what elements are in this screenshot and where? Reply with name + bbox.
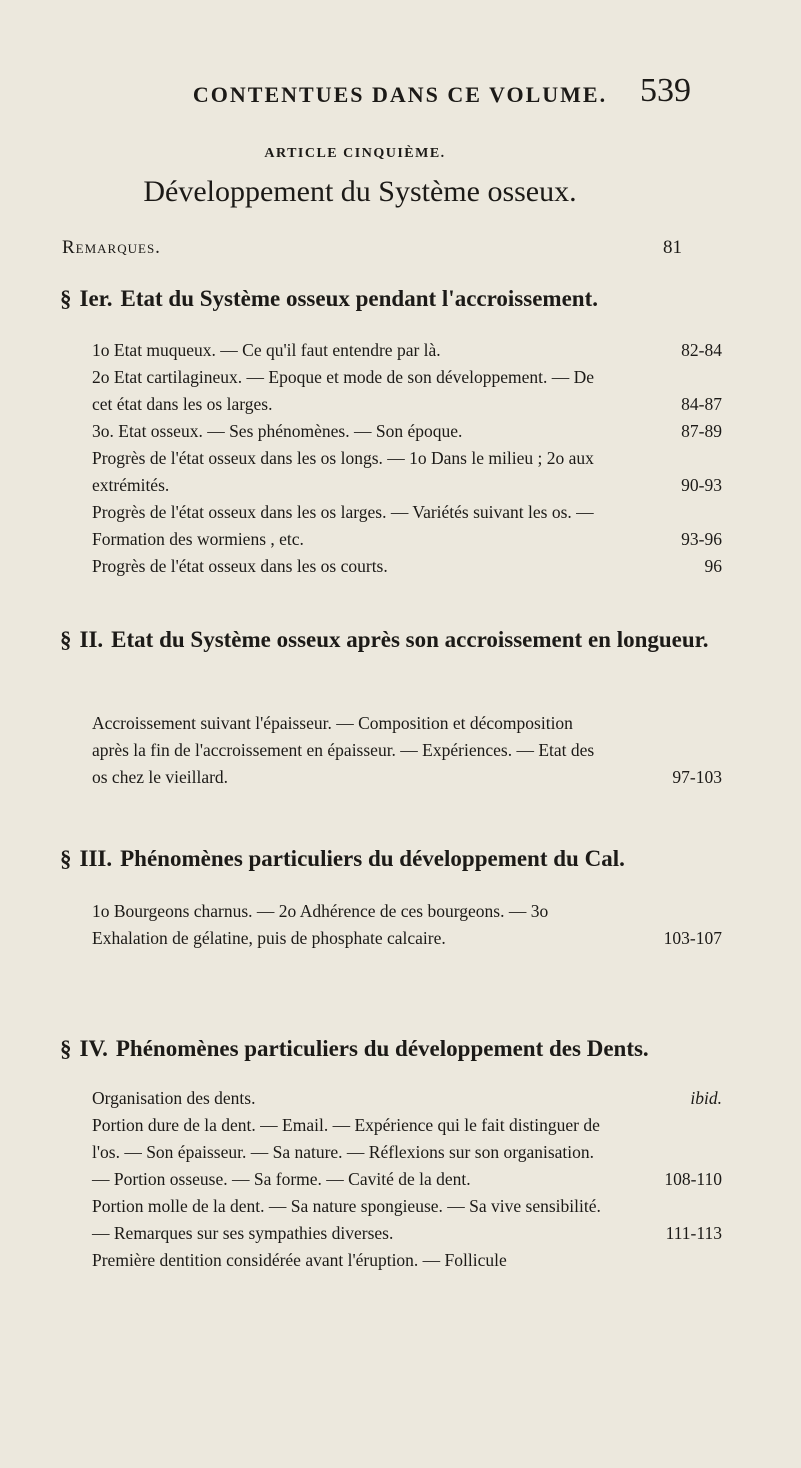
section-mark: §: [60, 286, 72, 311]
section-3-heading: [60, 842, 720, 876]
section-3-entries: [92, 898, 722, 952]
section-4-heading: [60, 1032, 720, 1066]
section-1-entries: [92, 337, 722, 580]
remarks-page: 81: [663, 237, 682, 258]
entry-page: 84-87: [681, 394, 722, 414]
entry-text: Première dentition considérée avant l'éruption. — Follicule: [92, 1250, 507, 1270]
entry-page: ibid.: [690, 1088, 722, 1108]
section-title: Phénomènes particuliers du développement des Dents.: [115, 1036, 649, 1061]
section-title: Phénomènes particuliers du développement du Cal.: [120, 846, 625, 871]
section-2-entries: [92, 710, 722, 791]
section-mark: §: [60, 1036, 72, 1061]
entry-text: Organisation des dents.: [92, 1088, 256, 1108]
entry-text: Progrès de l'état osseux dans les os courts.: [92, 556, 388, 576]
toc-entry: [92, 1193, 722, 1247]
entry-text: 1o Etat muqueux. — Ce qu'il faut entendre par là.: [92, 340, 441, 360]
article-title: ARTICLE CINQUIÈME.: [264, 146, 446, 161]
section-1-heading: [60, 282, 720, 316]
entry-page: 82-84: [681, 340, 722, 360]
toc-entry: [92, 898, 722, 952]
entry-page: 87-89: [681, 421, 722, 441]
entry-text: Progrès de l'état osseux dans les os longs. — 1o Dans le milieu ; 2o aux extrémités.: [92, 448, 594, 495]
chapter-title: Développement du Système osseux.: [143, 175, 577, 208]
section-title: Etat du Système osseux pendant l'accroissement.: [120, 286, 598, 311]
toc-entry: [92, 445, 722, 499]
section-number: Ier.: [79, 286, 113, 311]
section-2-heading: [60, 623, 720, 657]
toc-entry: [92, 499, 722, 553]
section-number: II.: [79, 627, 104, 652]
entry-page: 93-96: [681, 529, 722, 549]
toc-entry: [92, 337, 722, 364]
entry-text: 3o. Etat osseux. — Ses phénomènes. — Son époque.: [92, 421, 463, 441]
toc-entry: [92, 710, 722, 791]
running-head: CONTENTUES DANS CE VOLUME.: [192, 82, 608, 107]
toc-entry: [92, 1112, 722, 1193]
section-4-entries: [92, 1085, 722, 1274]
entry-page: 96: [704, 556, 722, 576]
remarks-entry: [62, 237, 682, 267]
toc-entry: [92, 418, 722, 445]
remarks-label: Remarques.: [62, 237, 161, 258]
entry-text: Portion dure de la dent. — Email. — Expérience qui le fait distinguer de l'os. — Son épaisseur. — Sa nature. — Réflexions sur son organisation. — Portion osseuse. — Sa forme. — Cavité de la dent.: [92, 1115, 600, 1189]
entry-text: Progrès de l'état osseux dans les os larges. — Variétés suivant les os. — Formation des wormiens , etc.: [92, 502, 594, 549]
entry-page: 111-113: [665, 1223, 722, 1243]
toc-entry: [92, 1247, 722, 1274]
entry-text: Portion molle de la dent. — Sa nature spongieuse. — Sa vive sensibilité. — Remarques sur ses sympathies diverses.: [92, 1196, 601, 1243]
section-number: III.: [79, 846, 113, 871]
section-mark: §: [60, 627, 72, 652]
section-mark: §: [60, 846, 72, 871]
entry-text: 1o Bourgeons charnus. — 2o Adhérence de ces bourgeons. — 3o Exhalation de gélatine, puis de phosphate calcaire.: [92, 901, 549, 948]
entry-text: 2o Etat cartilagineux. — Epoque et mode de son développement. — De cet état dans les os larges.: [92, 367, 595, 414]
entry-page: 97-103: [672, 767, 722, 787]
toc-entry: [92, 1085, 722, 1112]
section-number: IV.: [79, 1036, 108, 1061]
entry-page: 90-93: [681, 475, 722, 495]
entry-page: 103-107: [663, 928, 722, 948]
entry-text: Accroissement suivant l'épaisseur. — Composition et décomposition après la fin de l'accroissement en épaisseur. — Expériences. — Etat des os chez le vieillard.: [92, 713, 595, 787]
toc-entry: [92, 553, 722, 580]
section-title: Etat du Système osseux après son accroissement en longueur.: [111, 627, 709, 652]
entry-page: 108-110: [664, 1169, 722, 1189]
toc-entry: [92, 364, 722, 418]
page-number: 539: [640, 72, 691, 109]
